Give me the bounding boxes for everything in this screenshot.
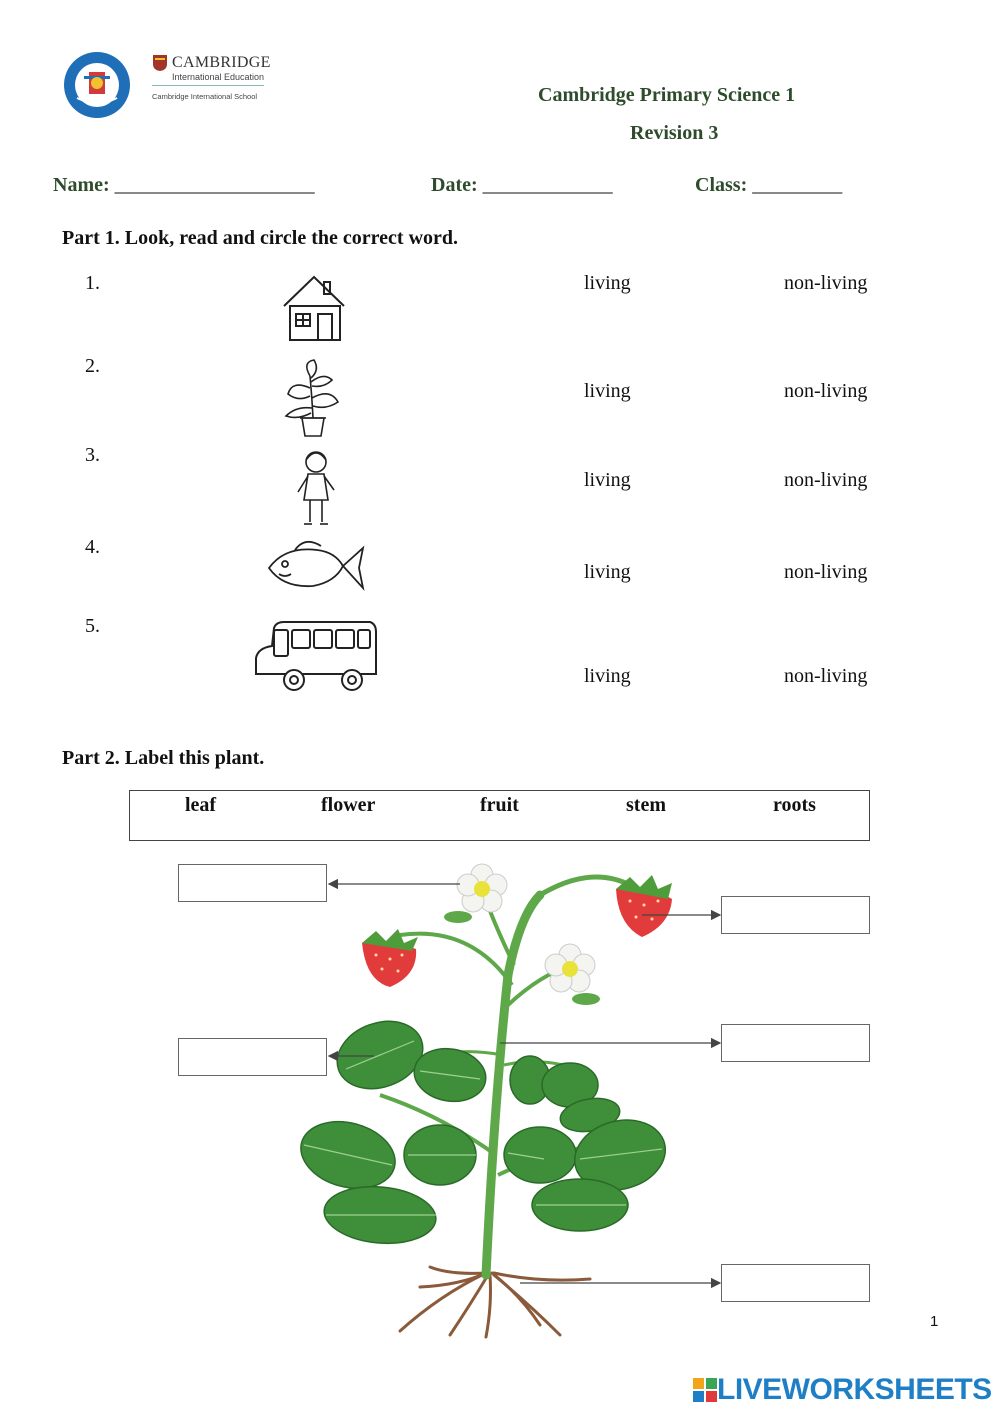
row-number: 3.: [85, 444, 100, 466]
worksheet-title: Cambridge Primary Science 1: [538, 84, 796, 106]
liveworksheets-grid-icon: [693, 1378, 717, 1402]
label-box-flower[interactable]: [178, 864, 327, 902]
option-living[interactable]: living: [584, 665, 631, 687]
word-bank-item[interactable]: flower: [321, 794, 376, 816]
label-box-leaf[interactable]: [178, 1038, 327, 1076]
option-non-living[interactable]: non-living: [784, 469, 868, 491]
date-label: Date:: [431, 174, 478, 196]
label-box-fruit[interactable]: [721, 896, 870, 934]
option-living[interactable]: living: [584, 469, 631, 491]
name-blank[interactable]: ____________________: [114, 174, 315, 196]
option-living[interactable]: living: [584, 272, 631, 294]
date-blank[interactable]: _____________: [482, 174, 613, 196]
class-blank[interactable]: _________: [752, 174, 843, 196]
word-bank-item[interactable]: roots: [773, 794, 816, 816]
option-non-living[interactable]: non-living: [784, 380, 868, 402]
cambridge-wordmark: CAMBRIDGE: [172, 54, 271, 71]
row-number: 2.: [85, 355, 100, 377]
word-bank-item[interactable]: leaf: [185, 794, 217, 816]
cambridge-school: Cambridge International School: [152, 92, 258, 101]
row-number: 1.: [85, 272, 100, 294]
part2-title: Part 2. Label this plant.: [62, 747, 265, 769]
part1-title: Part 1. Look, read and circle the correct word.: [62, 227, 459, 249]
class-label: Class:: [695, 174, 748, 196]
liveworksheets-wordmark: LIVEWORKSHEETS: [717, 1373, 992, 1406]
worksheet-subtitle: Revision 3: [630, 122, 719, 144]
option-non-living[interactable]: non-living: [784, 561, 868, 583]
page-number: 1: [930, 1313, 939, 1330]
row-number: 4.: [85, 536, 100, 558]
option-non-living[interactable]: non-living: [784, 665, 868, 687]
name-label: Name:: [53, 174, 110, 196]
label-box-stem[interactable]: [721, 1024, 870, 1062]
word-bank-item[interactable]: fruit: [480, 794, 519, 816]
label-box-roots[interactable]: [721, 1264, 870, 1302]
cambridge-sub: International Education: [172, 72, 265, 82]
row-number: 5.: [85, 615, 100, 637]
liveworksheets-logo[interactable]: [693, 1372, 992, 1408]
option-non-living[interactable]: non-living: [784, 272, 868, 294]
option-living[interactable]: living: [584, 380, 631, 402]
word-bank-item[interactable]: stem: [626, 794, 666, 816]
option-living[interactable]: living: [584, 561, 631, 583]
